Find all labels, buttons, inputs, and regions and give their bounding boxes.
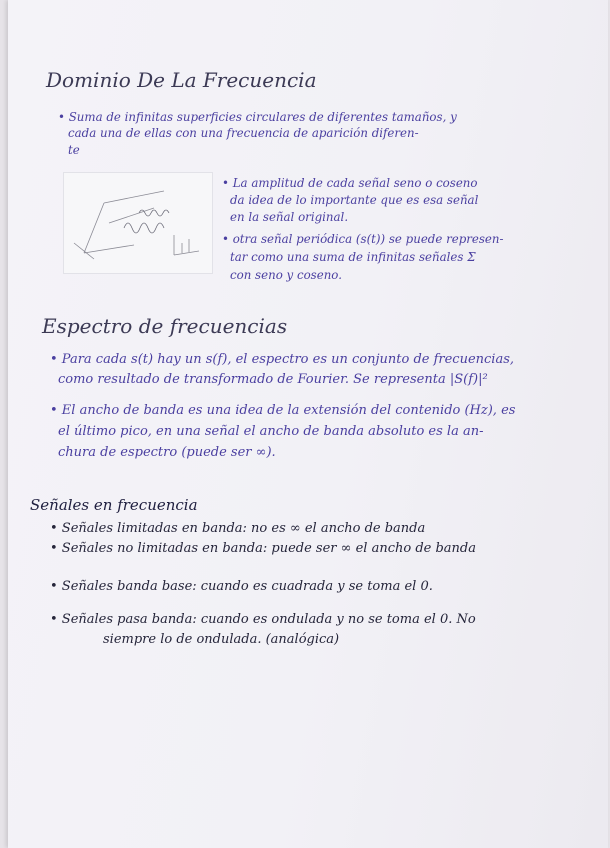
section-title-senales: Señales en frecuencia: [30, 496, 198, 514]
note-line: tar como una suma de infinitas señales Σ: [230, 250, 476, 264]
note-line: • Señales pasa banda: cuando es ondulada y no se toma el 0. No: [50, 612, 476, 627]
note-line: • El ancho de banda es una idea de la extensión del contenido (Hz), es: [50, 403, 516, 418]
section-title-dominio: Dominio De La Frecuencia: [46, 68, 317, 92]
note-line: • Señales limitadas en banda: no es ∞ el ancho de banda: [50, 521, 426, 536]
note-line: • La amplitud de cada señal seno o coseno: [222, 176, 478, 190]
note-line: el último pico, en una señal el ancho de banda absoluto es la an-: [58, 424, 484, 439]
frequency-domain-sketch: [63, 172, 213, 274]
sketch-drawing: [64, 173, 212, 273]
section-title-espectro: Espectro de frecuencias: [42, 314, 288, 338]
note-line: en la señal original.: [230, 210, 349, 224]
note-line: • otra señal periódica (s(t)) se puede represen-: [222, 232, 504, 246]
note-line: siempre lo de ondulada. (analógica): [103, 632, 340, 647]
note-line: cada una de ellas con una frecuencia de aparición diferen-: [68, 126, 419, 140]
note-line: • Suma de infinitas superficies circulares de diferentes tamaños, y: [58, 110, 457, 124]
note-line: te: [68, 143, 80, 157]
note-line: con seno y coseno.: [230, 268, 342, 282]
note-line: • Señales no limitadas en banda: puede ser ∞ el ancho de banda: [50, 541, 476, 556]
note-line: chura de espectro (puede ser ∞).: [58, 445, 276, 460]
notebook-page: [8, 0, 608, 848]
note-line: da idea de lo importante que es esa señal: [230, 193, 479, 207]
note-line: como resultado de transformado de Fourier. Se representa |S(f)|²: [58, 372, 488, 387]
note-line: • Señales banda base: cuando es cuadrada y se toma el 0.: [50, 579, 433, 594]
note-line: • Para cada s(t) hay un s(f), el espectro es un conjunto de frecuencias,: [50, 352, 515, 367]
